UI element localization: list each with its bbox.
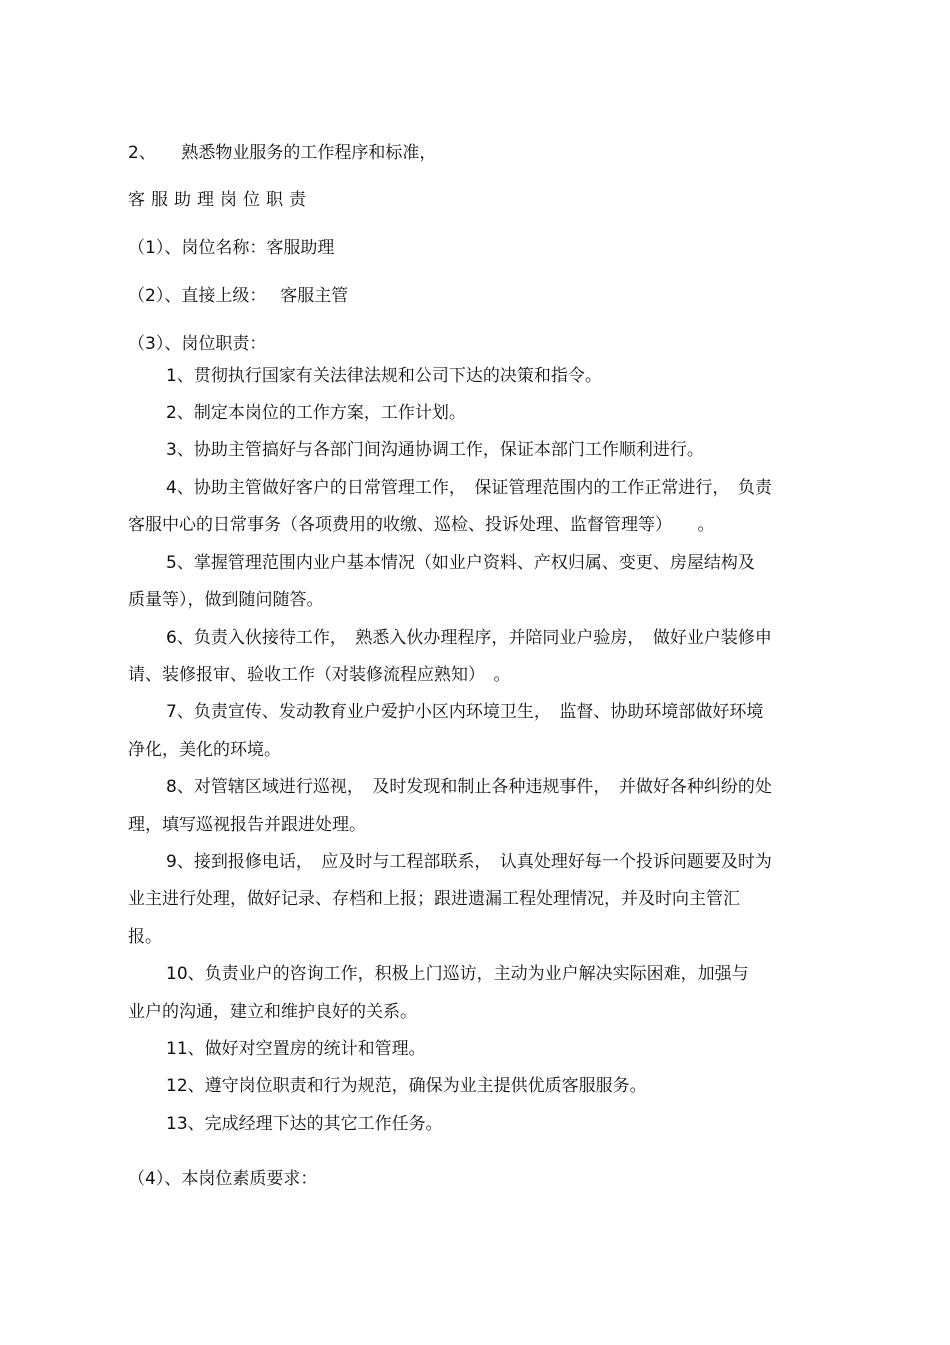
duty-line: 业户的沟通，建立和维护良好的关系。 <box>128 1002 417 1022</box>
duty-line: 业主进行处理，做好记录、存档和上报；跟进遗漏工程处理情况，并及时向主管汇 <box>128 889 740 909</box>
position-name: （1）、岗位名称：客服助理 <box>128 238 335 258</box>
direct-superior: （2）、直接上级： 客服主管 <box>128 286 349 306</box>
duty-line: 2、制定本岗位的工作方案，工作计划。 <box>166 403 466 423</box>
duty-line: 4、协助主管做好客户的日常管理工作， 保证管理范围内的工作正常进行， 负责 <box>166 478 772 498</box>
duty-line: 1、贯彻执行国家有关法律法规和公司下达的决策和指令。 <box>166 366 602 386</box>
duty-line: 7、负责宣传、发动教育业户爱护小区内环境卫生， 监督、协助环境部做好环境 <box>166 702 764 722</box>
duty-line: 10、负责业户的咨询工作，积极上门巡访，主动为业户解决实际困难，加强与 <box>166 964 749 984</box>
duty-line: 报。 <box>128 927 162 947</box>
duty-line: 理，填写巡视报告并跟进处理。 <box>128 815 366 835</box>
duty-line: 质量等），做到随问随答。 <box>128 590 324 610</box>
intro-item: 2、 熟悉物业服务的工作程序和标准， <box>128 143 437 163</box>
duty-line: 11、做好对空置房的统计和管理。 <box>166 1039 426 1059</box>
duty-line: 客服中心的日常事务（各项费用的收缴、巡检、投诉处理、监督管理等） 。 <box>128 515 715 535</box>
duty-line: 13、完成经理下达的其它工作任务。 <box>166 1114 443 1134</box>
duty-line: 9、接到报修电话， 应及时与工程部联系， 认真处理好每一个投诉问题要及时为 <box>166 852 772 872</box>
duty-line: 净化，美化的环境。 <box>128 740 281 760</box>
page-title: 客服助理岗位职责 <box>128 190 312 210</box>
quality-heading: （4）、本岗位素质要求： <box>128 1169 318 1189</box>
duty-line: 5、掌握管理范围内业户基本情况（如业户资料、产权归属、变更、房屋结构及 <box>166 553 755 573</box>
duty-line: 12、遵守岗位职责和行为规范，确保为业主提供优质客服服务。 <box>166 1076 647 1096</box>
duty-line: 8、对管辖区域进行巡视， 及时发现和制止各种违规事件， 并做好各种纠纷的处 <box>166 777 772 797</box>
duty-line: 6、负责入伙接待工作， 熟悉入伙办理程序，并陪同业户验房， 做好业户装修申 <box>166 628 772 648</box>
duty-line: 请、装修报审、验收工作（对装修流程应熟知） 。 <box>128 665 511 685</box>
duties-heading: （3）、岗位职责： <box>128 334 267 354</box>
duty-line: 3、协助主管搞好与各部门间沟通协调工作，保证本部门工作顺利进行。 <box>166 440 704 460</box>
